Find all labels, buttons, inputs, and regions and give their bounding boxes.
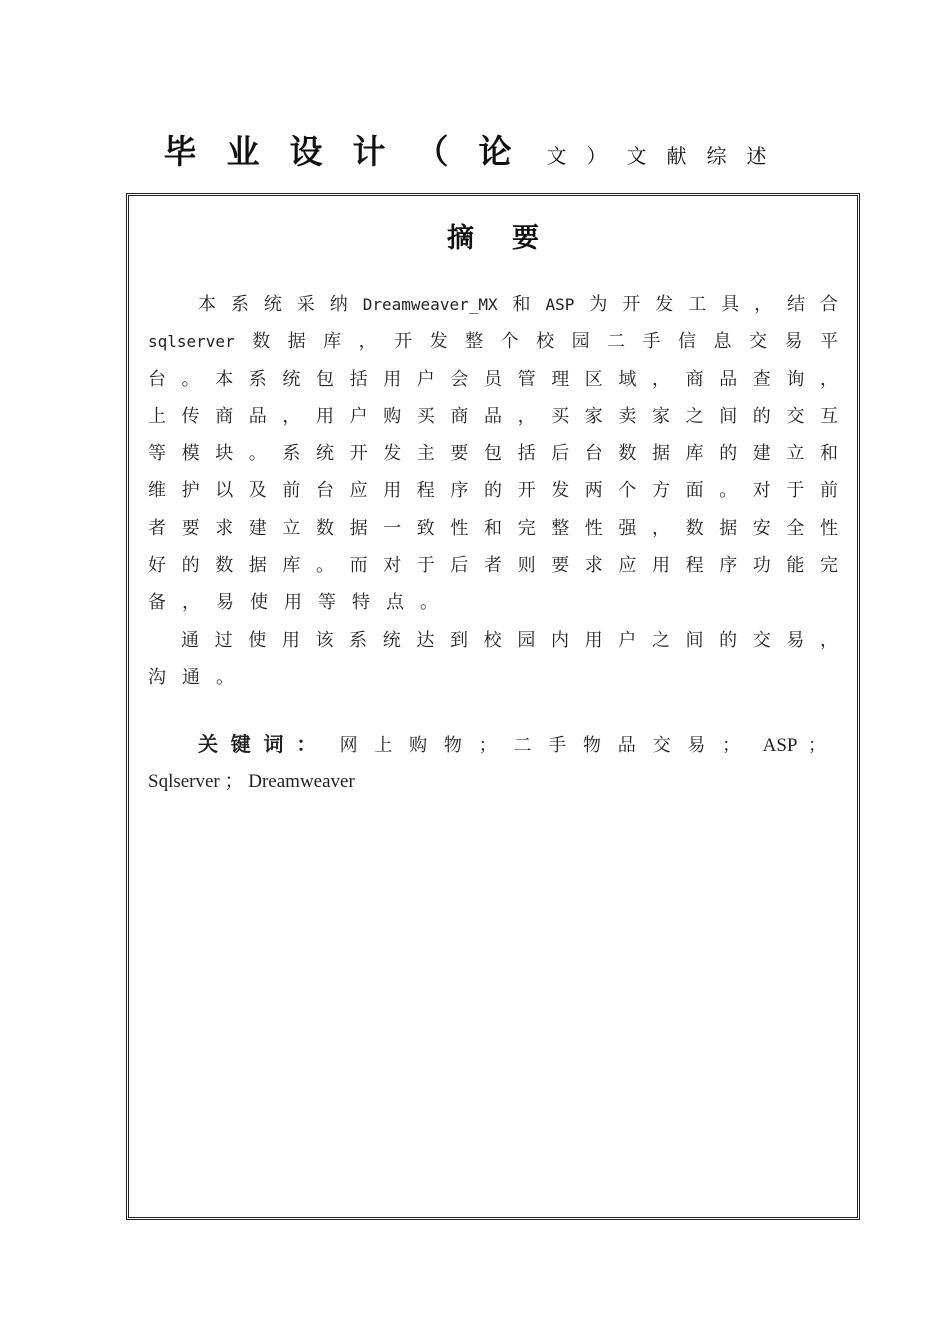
keywords-cn: 网上购物；二手物品交易； bbox=[339, 735, 753, 756]
keywords-label: 关键词： bbox=[198, 732, 330, 756]
abstract-line-2: sqlserver数据库，开发整个校园二手信息交易平 bbox=[148, 331, 838, 353]
abstract-line-7: 者要求建立数据一致性和完整性强，数据安全性 bbox=[148, 517, 838, 539]
keywords-section bbox=[148, 726, 838, 800]
title-main: 毕业设计（论 bbox=[163, 132, 542, 171]
abstract-line-8: 好的数据库。而对于后者则要求应用程序功能完 bbox=[148, 555, 838, 577]
abstract-body bbox=[148, 286, 838, 696]
title-rest: 文）文献综述 bbox=[546, 144, 787, 168]
abstract-box bbox=[126, 193, 860, 1220]
abstract-line-3: 台。本系统包括用户会员管理区域，商品查询， bbox=[148, 368, 838, 390]
keywords-line-1 bbox=[148, 726, 838, 763]
abstract-line-9: 备，易使用等特点。 bbox=[148, 592, 454, 614]
abstract-line-11: 沟通。 bbox=[148, 666, 250, 688]
abstract-line-4: 上传商品，用户购买商品，买家卖家之间的交互 bbox=[148, 405, 838, 427]
keywords-sep: ； bbox=[808, 735, 838, 756]
abstract-line-5: 等模块。系统开发主要包括后台数据库的建立和 bbox=[148, 443, 838, 465]
abstract-line-1: 本系统采纳Dreamweaver_MX和ASP为开发工具，结合 bbox=[198, 294, 839, 315]
keywords-asp: ASP bbox=[762, 735, 798, 756]
keywords-line-2: Sqlserver ； Dreamweaver bbox=[148, 771, 355, 792]
abstract-line-10: 通过使用该系统达到校园内用户之间的交易， bbox=[181, 629, 838, 651]
abstract-heading: 摘要 bbox=[447, 223, 577, 254]
page-title bbox=[0, 124, 950, 186]
abstract-line-6: 维护以及前台应用程序的开发两个方面。对于前 bbox=[148, 480, 838, 502]
